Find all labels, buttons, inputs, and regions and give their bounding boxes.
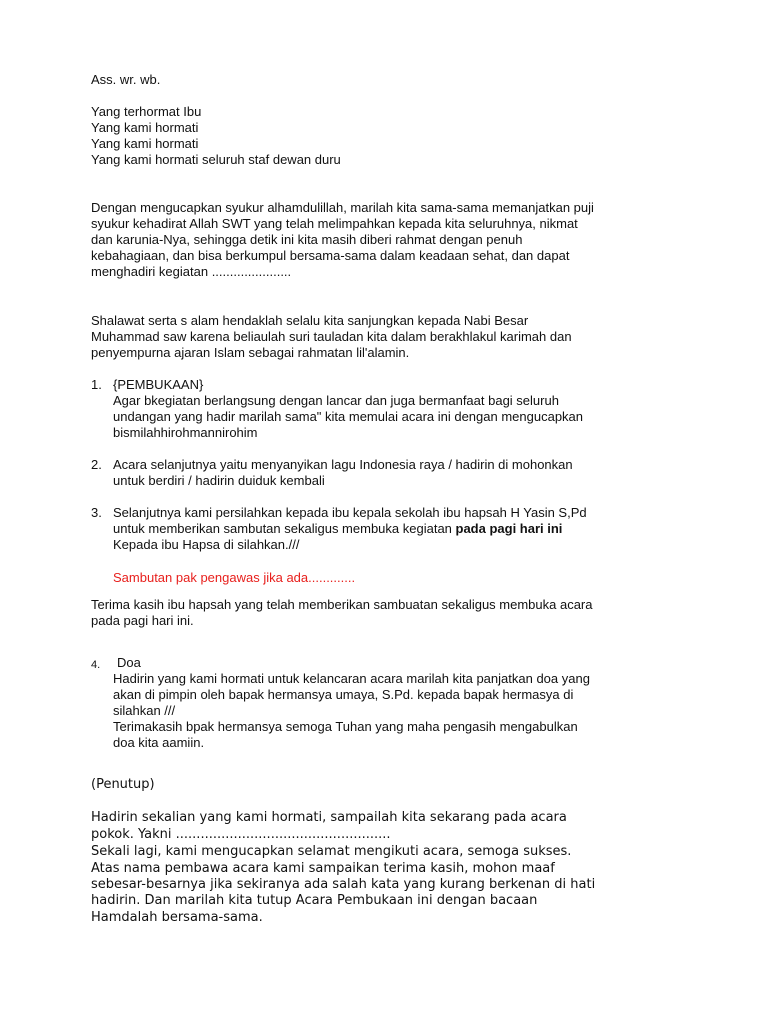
shalawat-paragraph-line: penyempurna ajaran Islam sebagai rahmatan lil'alamin.: [91, 345, 410, 360]
opening-paragraph-line: menghadiri kegiatan ......................: [91, 264, 292, 279]
opening-paragraph-line: syukur kehadirat Allah SWT yang telah melimpahkan kepada kita seluruhnya, nikmat: [91, 216, 578, 231]
thanks-paragraph-line: pada pagi hari ini.: [91, 613, 194, 628]
item4-line: Hadirin yang kami hormati untuk kelancaran acara marilah kita panjatkan doa yang: [113, 671, 590, 686]
item3-bold-text: pada pagi hari ini: [455, 521, 563, 536]
opening-paragraph-line: dan karunia-Nya, sehingga detik ini kita masih diberi rahmat dengan penuh: [91, 232, 523, 247]
item2-line: untuk berdiri / hadirin duiduk kembali: [113, 473, 325, 488]
salutation-line: Yang terhormat Ibu: [91, 104, 202, 119]
opening-paragraph-line: Dengan mengucapkan syukur alhamdulillah, marilah kita sama-sama memanjatkan puji: [91, 200, 594, 215]
salutation-line: Yang kami hormati seluruh staf dewan duru: [91, 152, 341, 167]
item3-line: [113, 521, 562, 537]
closing-paragraph-line: Sekali lagi, kami mengucapkan selamat mengikuti acara, semoga sukses.: [91, 844, 572, 859]
item3-line: Kepada ibu Hapsa di silahkan.///: [113, 537, 300, 552]
thanks-paragraph-line: Terima kasih ibu hapsah yang telah memberikan sambuatan sekaligus membuka acara: [91, 597, 593, 612]
item4-title: Doa: [117, 655, 141, 670]
supervisor-note: Sambutan pak pengawas jika ada.............: [113, 570, 356, 585]
shalawat-paragraph-line: Shalawat serta s alam hendaklah selalu kita sanjungkan kepada Nabi Besar: [91, 313, 529, 328]
list-number: 2.: [91, 457, 102, 472]
list-number: 4.: [91, 659, 101, 671]
item4-line: doa kita aamiin.: [113, 735, 205, 750]
closing-heading: (Penutup): [91, 777, 155, 792]
closing-paragraph-line: Hamdalah bersama-sama.: [91, 910, 263, 925]
item4-line: Terimakasih bpak hermansya semoga Tuhan yang maha pengasih mengabulkan: [113, 719, 578, 734]
closing-paragraph-line: hadirin. Dan marilah kita tutup Acara Pembukaan ini dengan bacaan: [91, 893, 538, 908]
item1-line: undangan yang hadir marilah sama" kita memulai acara ini dengan mengucapkan: [113, 409, 584, 424]
item1-line: {PEMBUKAAN}: [113, 377, 204, 392]
shalawat-paragraph-line: Muhammad saw karena beliaulah suri tauladan kita dalam berakhlakul karimah dan: [91, 329, 572, 344]
item4-line: akan di pimpin oleh bapak hermansya umaya, S.Pd. kepada bapak hermasya di: [113, 687, 574, 702]
opening-paragraph-line: kebahagiaan, dan bisa berkumpul bersama-sama dalam keadaan sehat, dan dapat: [91, 248, 570, 263]
item1-line: bismilahhirohmannirohim: [113, 425, 258, 440]
item1-line: Agar bkegiatan berlangsung dengan lancar dan juga bermanfaat bagi seluruh: [113, 393, 559, 408]
item3-line: Selanjutnya kami persilahkan kepada ibu kepala sekolah ibu hapsah H Yasin S,Pd: [113, 505, 587, 520]
item3-line-text: untuk memberikan sambutan sekaligus membuka kegiatan: [113, 521, 456, 536]
item2-line: Acara selanjutnya yaitu menyanyikan lagu Indonesia raya / hadirin di mohonkan: [113, 457, 573, 472]
closing-paragraph-line: Atas nama pembawa acara kami sampaikan terima kasih, mohon maaf: [91, 861, 555, 876]
closing-paragraph-line: Hadirin sekalian yang kami hormati, sampailah kita sekarang pada acara: [91, 810, 567, 825]
greeting: Ass. wr. wb.: [91, 72, 161, 87]
salutation-line: Yang kami hormati: [91, 120, 199, 135]
salutation-line: Yang kami hormati: [91, 136, 199, 151]
list-number: 1.: [91, 377, 102, 392]
item4-line: silahkan ///: [113, 703, 176, 718]
list-number: 3.: [91, 505, 102, 520]
closing-paragraph-line: pokok. Yakni ....................................................: [91, 827, 391, 842]
closing-paragraph-line: sebesar-besarnya jika sekiranya ada salah kata yang kurang berkenan di hati: [91, 877, 596, 892]
